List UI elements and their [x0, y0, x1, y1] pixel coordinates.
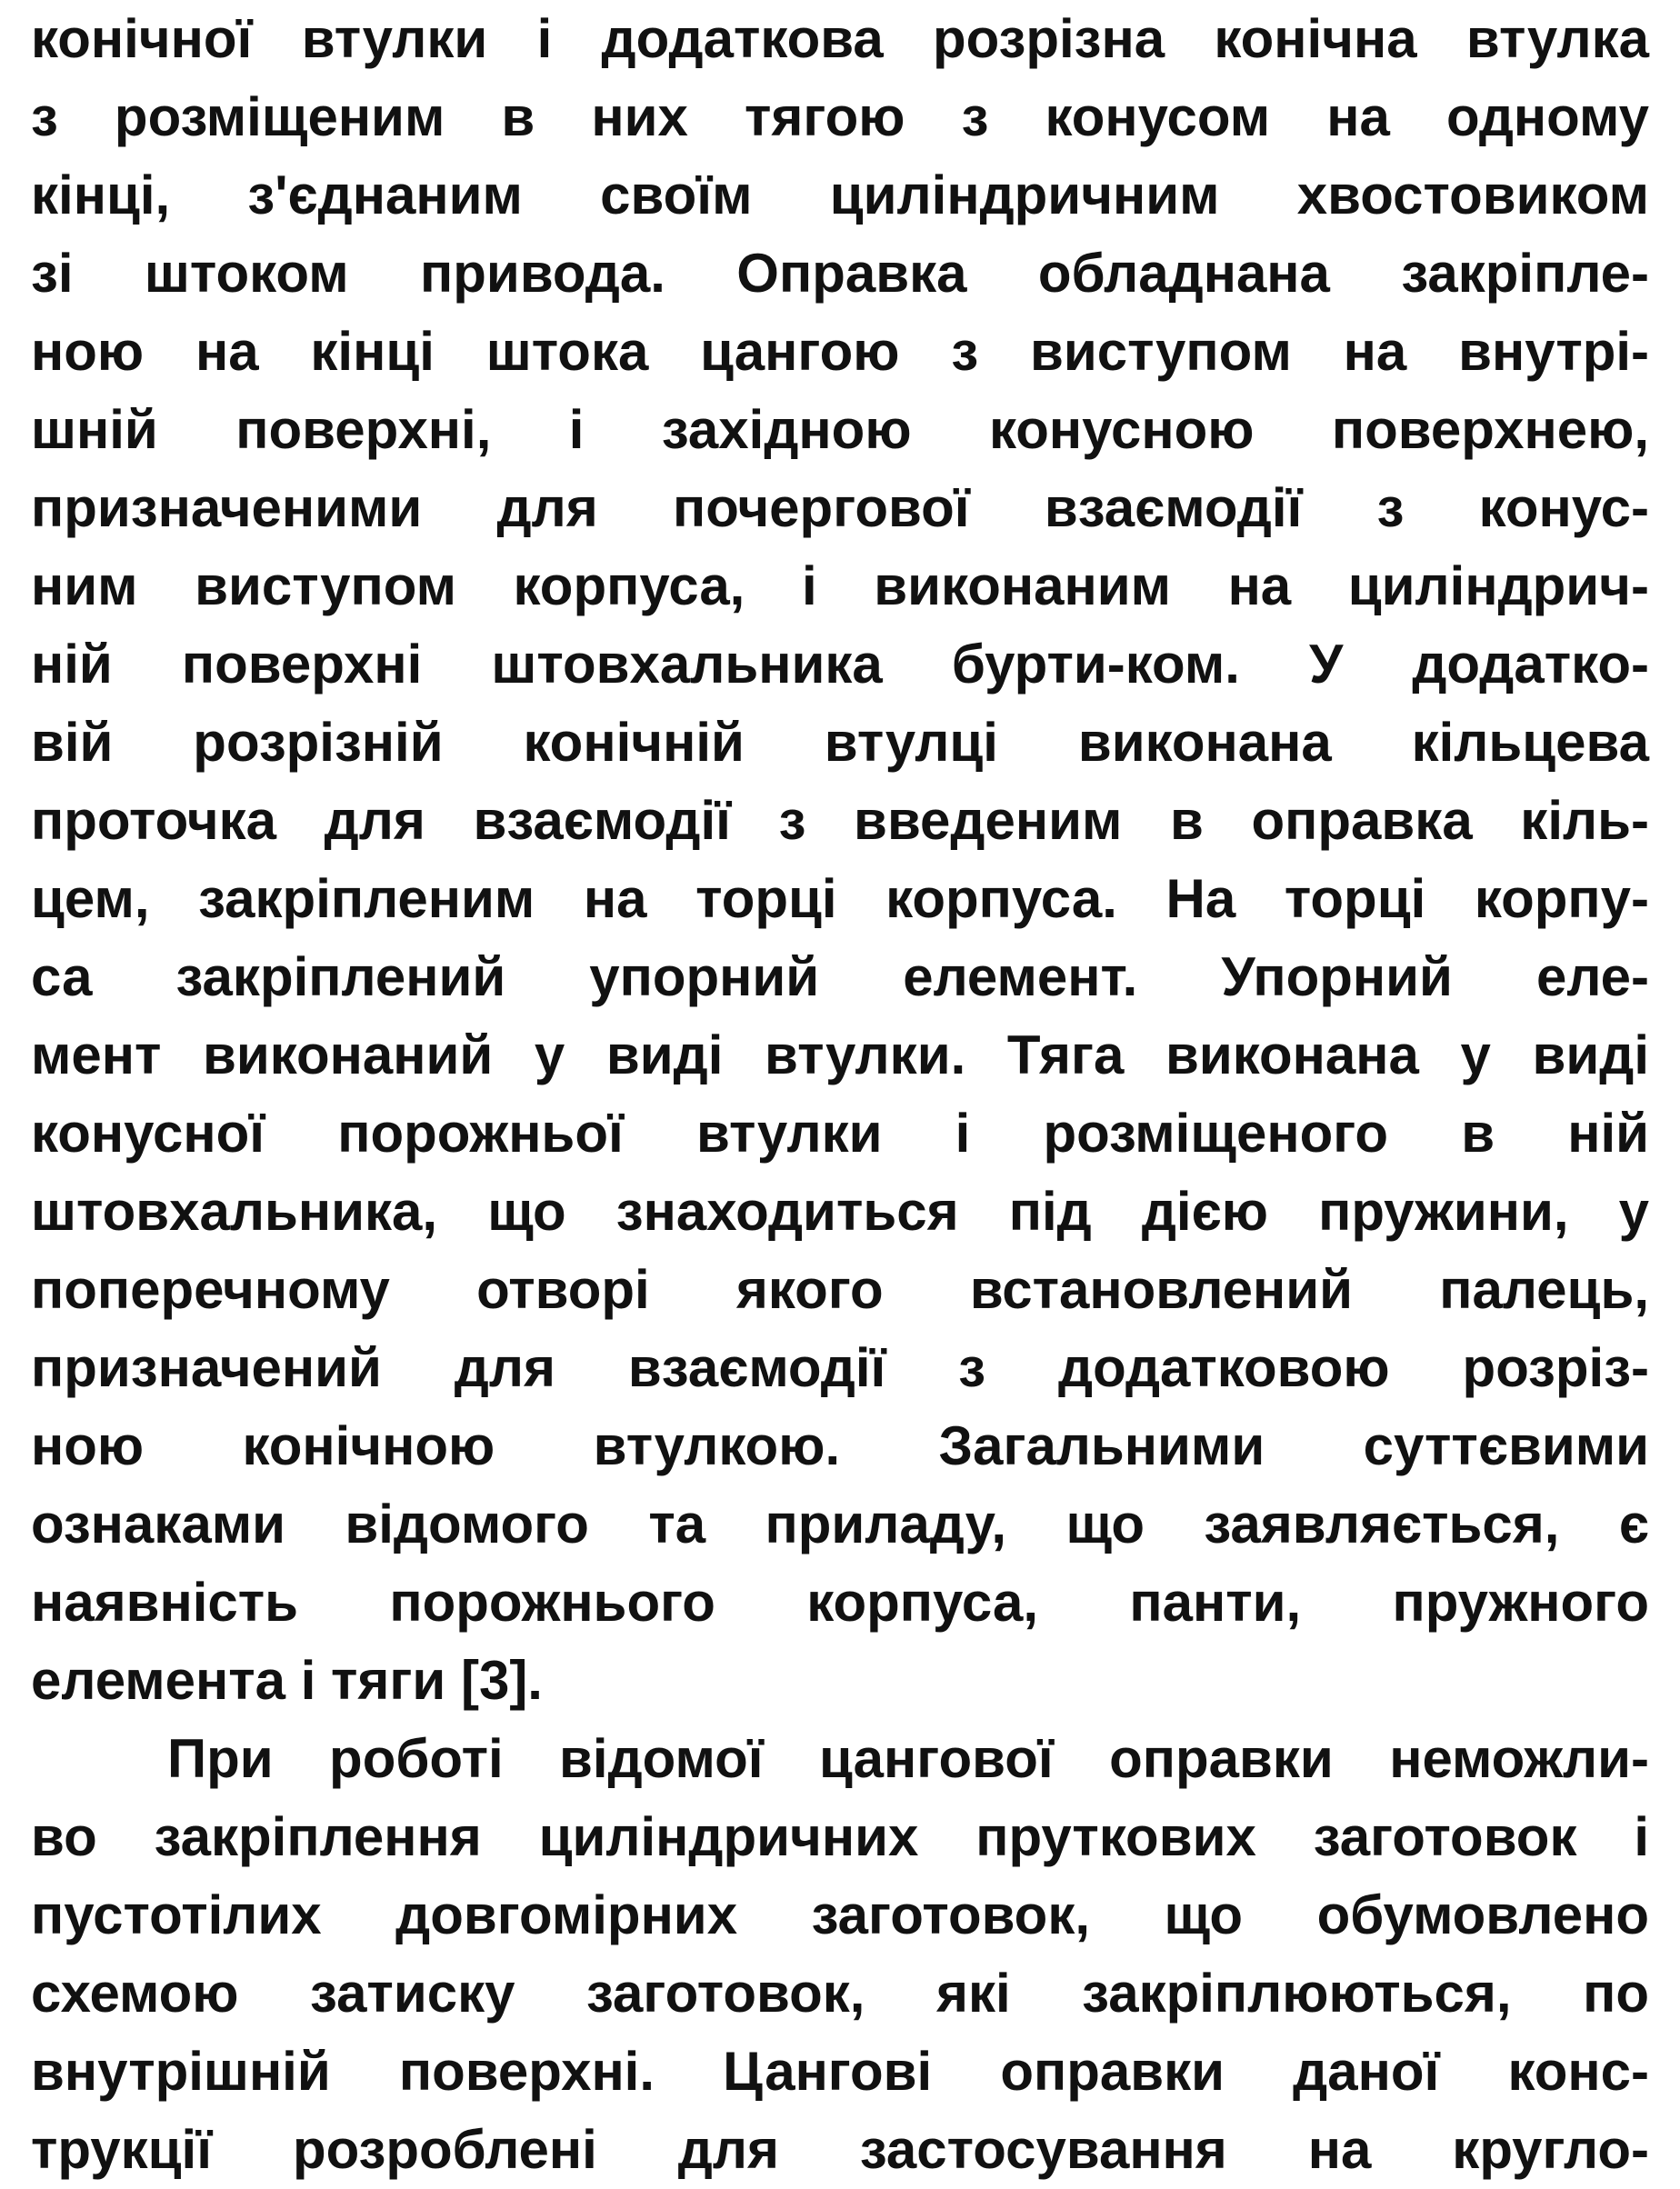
- text-line: мент виконаний у виді втулки. Тяга виконана у виді: [31, 1025, 1649, 1085]
- text-line: во закріплення циліндричних пруткових заготовок і: [31, 1806, 1649, 1867]
- text-line: зі штоком привода. Оправка обладнана закріпле-: [31, 243, 1649, 304]
- text-line: кінці, з'єднаним своїм циліндричним хвостовиком: [31, 165, 1649, 225]
- text-line: трукції розроблені для застосування на кругло-: [31, 2119, 1649, 2180]
- text-line: ною конічною втулкою. Загальними суттєвими: [31, 1415, 1649, 1476]
- text-line-paragraph-start: При роботі відомої цангової оправки неможли-: [167, 1728, 1649, 1789]
- text-line: ним виступом корпуса, і виконаним на циліндрич-: [31, 555, 1649, 616]
- text-line: цем, закріпленим на торці корпуса. На торці корпу-: [31, 868, 1649, 929]
- text-line: наявність порожнього корпуса, панти, пружного: [31, 1572, 1649, 1633]
- text-line: ною на кінці штока цангою з виступом на внутрі-: [31, 321, 1649, 382]
- text-line: поперечному отворі якого встановлений палець,: [31, 1259, 1649, 1320]
- text-line: пустотілих довгомірних заготовок, що обумовлено: [31, 1884, 1649, 1945]
- text-line: призначеними для почергової взаємодії з конус-: [31, 477, 1649, 538]
- document-page: [31, 0, 1649, 2189]
- text-line: штовхальника, що знаходиться під дією пружини, у: [31, 1181, 1649, 1242]
- text-line: з розміщеним в них тягою з конусом на одному: [31, 86, 1649, 147]
- text-line: проточка для взаємодії з введеним в оправка кіль-: [31, 790, 1649, 851]
- text-line: внутрішній поверхні. Цангові оправки даної конс-: [31, 2041, 1649, 2102]
- text-line-paragraph-end: елемента і тяги [3].: [31, 1650, 543, 1711]
- text-line: призначений для взаємодії з додатковою розріз-: [31, 1337, 1649, 1398]
- text-line: ній поверхні штовхальника бурти-ком. У додатко-: [31, 634, 1649, 695]
- text-line: схемою затиску заготовок, які закріплюються, по: [31, 1963, 1649, 2024]
- text-line: конусної порожньої втулки і розміщеного в ній: [31, 1103, 1649, 1164]
- text-line: вій розрізній конічній втулці виконана кільцева: [31, 712, 1649, 773]
- text-line: са закріплений упорний елемент. Упорний еле-: [31, 946, 1649, 1007]
- text-line: конічної втулки і додаткова розрізна конічна втулка: [31, 8, 1649, 69]
- text-line: шній поверхні, і західною конусною поверхнею,: [31, 399, 1649, 460]
- text-line: ознаками відомого та приладу, що заявляється, є: [31, 1494, 1649, 1554]
